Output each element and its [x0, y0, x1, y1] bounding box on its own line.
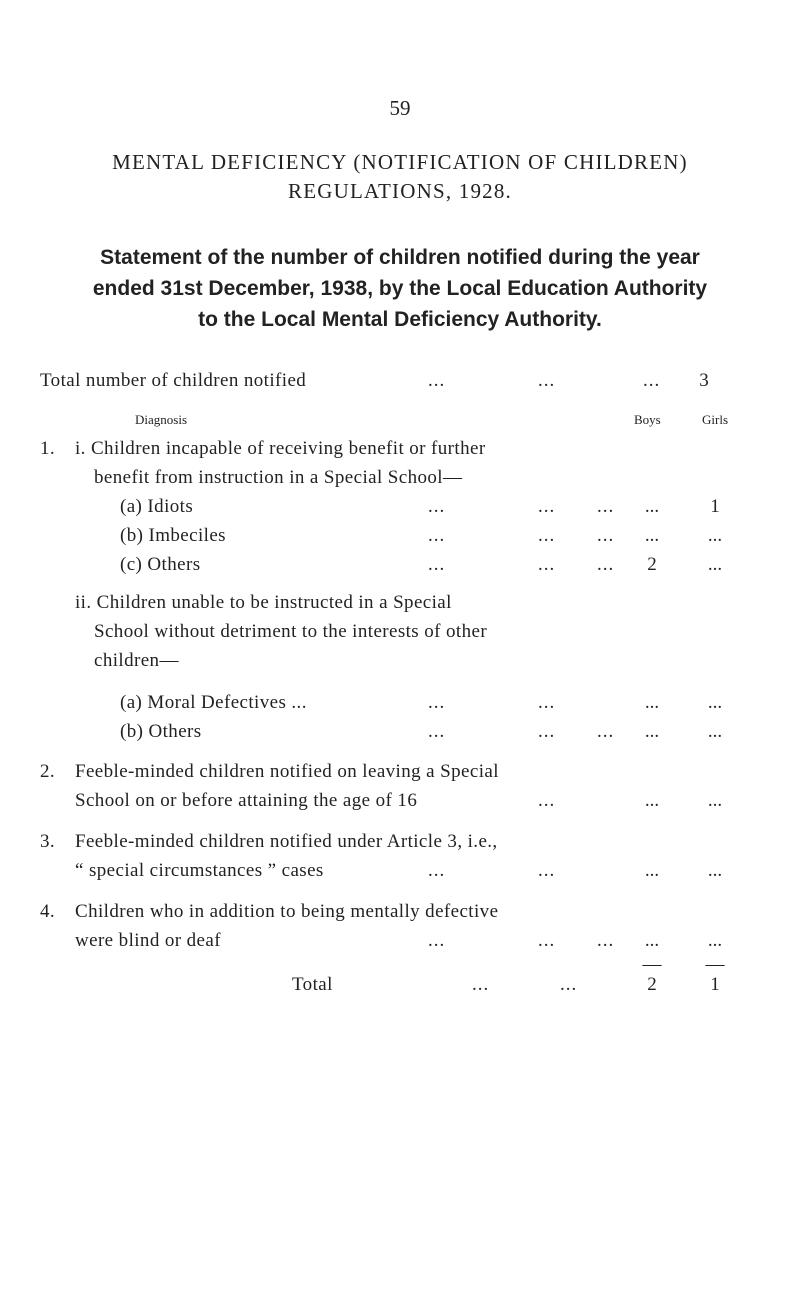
- girls-header: Girls: [702, 412, 728, 427]
- section1-ii-line3: children—: [94, 650, 179, 671]
- leader-dots: ...: [643, 370, 661, 391]
- section-number: 1.: [40, 438, 56, 459]
- leader-dots: ...: [428, 370, 446, 391]
- statement-line-3: to the Local Mental Deficiency Authority.: [198, 308, 602, 331]
- leader-dots: ...: [428, 930, 446, 951]
- section1-i-line1: i. Children incapable of receiving benefit or further: [75, 438, 486, 459]
- title-line-2: REGULATIONS, 1928.: [287, 179, 512, 203]
- leader-dots: ...: [538, 930, 556, 951]
- girls-value: ...: [707, 692, 723, 713]
- leader-dots: ...: [428, 721, 446, 742]
- leader-dots: ...: [428, 554, 446, 575]
- leader-dots: ...: [538, 370, 556, 391]
- boys-value: 2: [647, 554, 657, 575]
- diagnosis-header: Diagnosis: [135, 412, 187, 427]
- leader-dots: ...: [597, 721, 615, 742]
- boys-value: ...: [644, 721, 660, 742]
- title-line-1: MENTAL DEFICIENCY (NOTIFICATION OF CHILDREN): [112, 150, 688, 174]
- boys-header: Boys: [634, 412, 661, 427]
- item-label: (c) Others: [120, 554, 201, 575]
- leader-dots: ...: [538, 790, 556, 811]
- statement-line-2: ended 31st December, 1938, by the Local Education Authority: [92, 277, 708, 300]
- section3-line1: Feeble-minded children notified under Article 3, i.e.,: [75, 831, 498, 852]
- item-label: (a) Idiots: [120, 496, 194, 517]
- section2-line1: Feeble-minded children notified on leaving a Special: [75, 761, 499, 782]
- leader-dots: ...: [428, 496, 446, 517]
- girls-value: ...: [707, 790, 723, 811]
- leader-dots: ...: [597, 525, 615, 546]
- boys-value: ...: [644, 930, 660, 951]
- section1-i-line2: benefit from instruction in a Special School—: [94, 467, 463, 488]
- leader-dots: ...: [428, 692, 446, 713]
- item-label: (b) Imbeciles: [120, 525, 226, 546]
- total-rule: —: [642, 954, 662, 975]
- total-notified-value: 3: [699, 370, 709, 391]
- leader-dots: ...: [597, 554, 615, 575]
- leader-dots: ...: [538, 554, 556, 575]
- leader-dots: ...: [538, 721, 556, 742]
- total-girls: 1: [710, 974, 720, 995]
- leader-dots: ...: [428, 860, 446, 881]
- leader-dots: ...: [597, 930, 615, 951]
- page-number: 59: [389, 96, 411, 120]
- total-boys: 2: [647, 974, 657, 995]
- statement-line-1: Statement of the number of children notified during the year: [100, 246, 700, 269]
- leader-dots: ...: [560, 974, 578, 995]
- total-rule: —: [705, 954, 725, 975]
- leader-dots: ...: [597, 496, 615, 517]
- boys-value: ...: [644, 860, 660, 881]
- section4-line1: Children who in addition to being mentally defective: [75, 901, 499, 922]
- leader-dots: ...: [538, 525, 556, 546]
- girls-value: ...: [707, 930, 723, 951]
- boys-value: ...: [644, 496, 660, 517]
- girls-value: 1: [710, 496, 720, 517]
- boys-value: ...: [644, 790, 660, 811]
- item-label: (b) Others: [120, 721, 202, 742]
- section1-ii-line2: School without detriment to the interests of other: [94, 621, 488, 642]
- section1-ii-line1: ii. Children unable to be instructed in a Special: [75, 592, 452, 613]
- boys-value: ...: [644, 525, 660, 546]
- leader-dots: ...: [538, 496, 556, 517]
- girls-value: ...: [707, 721, 723, 742]
- girls-value: ...: [707, 860, 723, 881]
- girls-value: ...: [707, 554, 723, 575]
- section-number: 4.: [40, 901, 56, 922]
- total-notified-label: Total number of children notified: [40, 370, 307, 391]
- leader-dots: ...: [472, 974, 490, 995]
- leader-dots: ...: [428, 525, 446, 546]
- boys-value: ...: [644, 692, 660, 713]
- section-number: 3.: [40, 831, 56, 852]
- section3-line2: “ special circumstances ” cases: [75, 860, 324, 881]
- girls-value: ...: [707, 525, 723, 546]
- section4-line2: were blind or deaf: [75, 930, 221, 951]
- leader-dots: ...: [538, 692, 556, 713]
- leader-dots: ...: [538, 860, 556, 881]
- total-label: Total: [292, 974, 333, 995]
- section-number: 2.: [40, 761, 56, 782]
- section2-line2: School on or before attaining the age of 16: [75, 790, 418, 811]
- item-label: (a) Moral Defectives ...: [120, 692, 307, 713]
